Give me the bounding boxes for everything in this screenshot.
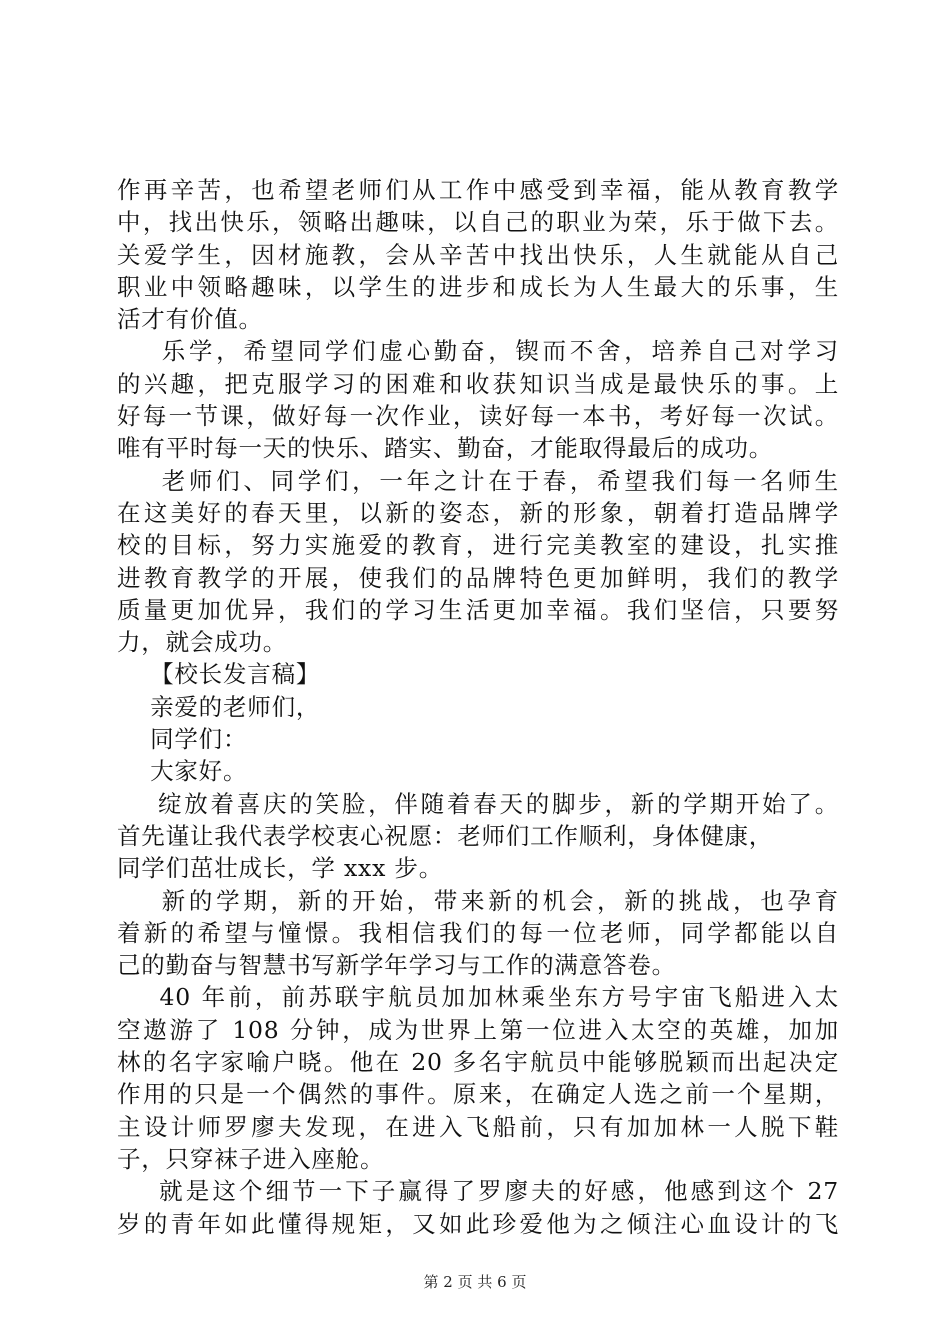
text-line: 新的学期，新的开始，带来新的机会，新的挑战，也孕育 [117,886,839,915]
text-line: 林的名字家喻户晓。他在 20 多名宇航员中能够脱颖而出起决定 [117,1048,839,1077]
text-line: 己的勤奋与智慧书写新学年学习与工作的满意答卷。 [117,951,676,980]
text-line: 就是这个细节一下子赢得了罗廖夫的好感，他感到这个 27 [117,1177,839,1206]
text-line: 进教育教学的开展，使我们的品牌特色更加鲜明，我们的教学 [117,563,839,592]
text-line: 乐学，希望同学们虚心勤奋，锲而不舍，培养自己对学习 [117,337,839,366]
text-line: 同学们： [117,725,248,754]
text-line: 的兴趣，把克服学习的困难和收获知识当成是最快乐的事。上 [117,369,839,398]
text-line: 关爱学生，因材施教，会从辛苦中找出快乐，人生就能从自己 [117,240,839,269]
text-line: 校的目标，努力实施爱的教育，进行完美教室的建设，扎实推 [117,531,839,560]
text-line: 同学们茁壮成长，学 xxx 步。 [117,854,443,883]
text-line: 亲爱的老师们， [117,692,321,721]
text-line: 唯有平时每一天的快乐、踏实、勤奋，才能取得最后的成功。 [117,434,774,463]
text-line: 作用的只是一个偶然的事件。原来，在确定人选之前一个星期， [117,1080,839,1109]
text-line: 绽放着喜庆的笑脸，伴随着春天的脚步，新的学期开始了。 [117,789,839,818]
text-line: 活才有价值。 [117,305,263,334]
text-line: 岁的青年如此懂得规矩，又如此珍爱他为之倾注心血设计的飞 [117,1209,839,1238]
text-line: 质量更加优异，我们的学习生活更加幸福。我们坚信，只要努 [117,595,839,624]
text-line: 40 年前，前苏联宇航员加加林乘坐东方号宇宙飞船进入太 [117,983,839,1012]
text-line: 职业中领略趣味，以学生的进步和成长为人生最大的乐事，生 [117,272,839,301]
text-line: 中，找出快乐，领略出趣味，以自己的职业为荣，乐于做下去。 [117,208,839,237]
text-line: 【校长发言稿】 [117,660,321,689]
text-line: 空遨游了 108 分钟，成为世界上第一位进入太空的英雄，加加 [117,1015,839,1044]
text-line: 子，只穿袜子进入座舱。 [117,1144,385,1173]
text-line: 好每一节课，做好每一次作业，读好每一本书，考好每一次试。 [117,402,839,431]
document-body [117,174,839,1240]
text-line: 老师们、同学们，一年之计在于春，希望我们每一名师生 [117,466,839,495]
text-line: 主设计师罗廖夫发现，在进入飞船前，只有加加林一人脱下鞋 [117,1112,839,1141]
text-line: 着新的希望与憧憬。我相信我们的每一位老师，同学都能以自 [117,918,839,947]
text-line: 大家好。 [117,757,248,786]
page-footer: 第 2 页 共 6 页 [423,1273,527,1291]
text-line: 在这美好的春天里，以新的姿态，新的形象，朝着打造品牌学 [117,498,839,527]
text-line: 首先谨让我代表学校衷心祝愿：老师们工作顺利，身体健康， [117,821,774,850]
text-line: 作再辛苦，也希望老师们从工作中感受到幸福，能从教育教学 [117,176,839,204]
text-line: 力，就会成功。 [117,628,288,657]
